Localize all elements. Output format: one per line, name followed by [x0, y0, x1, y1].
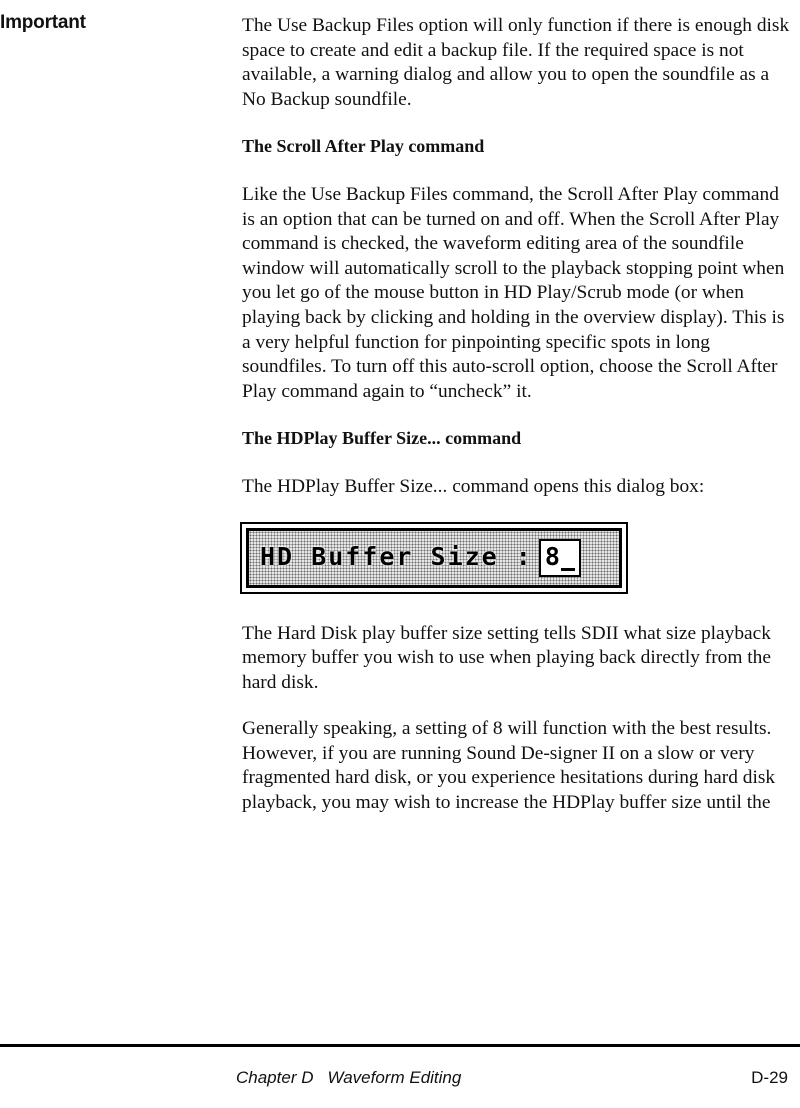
footer-chapter-title	[236, 1068, 461, 1088]
text-cursor-icon	[561, 544, 575, 571]
important-note-paragraph: The Use Backup Files option will only function if there is enough disk space to create and edit a backup file. If the required space is not available, a warning dialog and allow you to open the soundfile as a No Backup soundfile.	[242, 15, 790, 110]
important-label: Important	[0, 12, 86, 33]
main-text-column	[242, 14, 790, 816]
hdplay-buffer-advice-paragraph: Generally speaking, a setting of 8 will function with the best results. However, if you are running Sound De-signer II on a slow or very fragmented hard disk, or you experience hesitations during hard disk playback, you may wish to increase the HDPlay buffer size until the	[242, 718, 776, 814]
footer-page-number: D-29	[751, 1068, 788, 1087]
hdplay-buffer-heading: The HDPlay Buffer Size... command	[242, 428, 522, 449]
hd-buffer-size-label: HD Buffer Size :	[260, 542, 533, 572]
hd-buffer-dialog-panel	[246, 528, 622, 588]
footer-chapter: Chapter D	[236, 1068, 314, 1087]
footer-section: Waveform Editing	[327, 1068, 462, 1087]
footer-rule	[0, 1044, 800, 1047]
hdplay-buffer-explain-paragraph: The Hard Disk play buffer size setting tells SDII what size playback memory buffer you wish to use when playing back directly from the hard disk.	[242, 622, 771, 693]
hd-buffer-dialog-figure	[240, 522, 790, 594]
scroll-after-play-paragraph: Like the Use Backup Files command, the Scroll After Play command is an option that can be turned on and off. When the Scroll After Play command is checked, the waveform editing area of the soundfile window will automatically scroll to the playback stopping point when you let go of the mouse button in HD Play/Scrub mode (or when playing back by clicking and holding in the overview display). This is a very helpful function for pinpointing specific spots in long soundfiles. To turn off this auto-scroll option, choose the Scroll After Play command again to “uncheck” it.	[242, 183, 785, 402]
hd-buffer-size-input[interactable]	[539, 539, 581, 577]
scroll-after-play-heading: The Scroll After Play command	[242, 136, 485, 157]
hd-buffer-dialog	[240, 522, 628, 594]
hd-buffer-size-value: 8	[544, 542, 560, 572]
hdplay-buffer-intro-paragraph: The HDPlay Buffer Size... command opens this dialog box:	[242, 475, 705, 497]
